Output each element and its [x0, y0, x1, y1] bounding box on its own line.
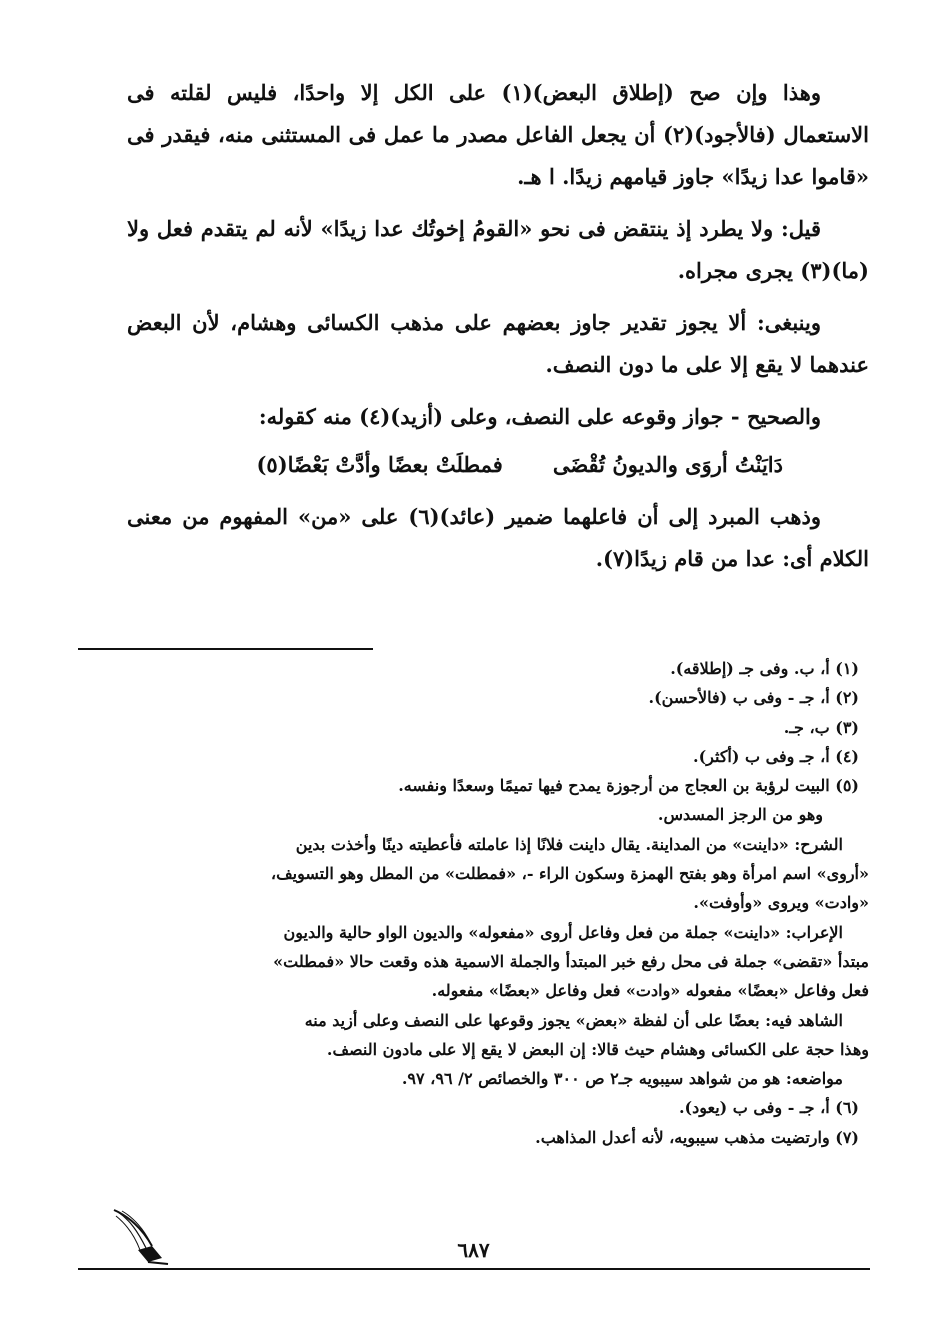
verse-first-hemistich: دَايَنْتُ أروَى والديونُ تُقْضَى — [552, 452, 783, 477]
footnote-5-sources: مواضعه: هو من شواهد سيبويه جـ٢ ص ٣٠٠ والخصائص ٢/ ٩٦، ٩٧. — [401, 1069, 843, 1089]
footnote-5: (٥) البيت لرؤبة بن العجاج من أرجوزة يمدح فيها تميمًا وسعدًا ونفسه. — [398, 776, 859, 796]
poetry-verse — [127, 444, 869, 486]
paragraph-1: وهذا وإن صح (إطلاق البعض)(١) على الكل إلا واحدًا، فليس لقلته فى الاستعمال (فالأجود)(٢) أن يجعل الفاعل مصدر ما عمل فى المستثنى منه، فيقدر فى «قاموا عدا زيدًا» جاوز قيامهم زيدًا. ا هـ. — [127, 80, 869, 189]
verse-second-hemistich: فمطلَتْ بعضًا وأدَّتْ بَعْضًا(٥) — [256, 452, 503, 477]
footnote-3: (٣) ب، جـ. — [783, 717, 859, 737]
paragraph-4: والصحيح - جواز وقوعه على النصف، وعلى (أزيد)(٤) منه كقوله: — [258, 404, 821, 429]
page-number: ٦٨٧ — [457, 1238, 490, 1262]
footnote-separator — [78, 648, 373, 650]
footnote-1: (١) أ، ب. وفى جـ (إطلاقه). — [670, 659, 859, 678]
footnote-4: (٤) أ، جـ وفى ب (أكثر). — [693, 746, 859, 766]
footnotes — [127, 654, 869, 1152]
footnote-5-irab-line-1: الإعراب: «داينت» جملة من فعل وفاعل أروى «مفعوله» والديون الواو حالية والديون — [283, 922, 843, 942]
footnote-5-sharh-line-1: الشرح: «داينت» من المداينة. يقال داينت فلانًا إذا عاملته فأعطيته دينًا وأخذت بدين — [295, 834, 843, 854]
footnote-5-sharh-line-3: «وادت» ويروى «وأوفت». — [693, 893, 869, 913]
footnote-5-irab-line-3: فعل وفاعل «بعضًا» مفعوله «وادت» فعل وفاعل «بعضًا» مفعوله. — [431, 981, 869, 1001]
footnote-5-shahid-line-1: الشاهد فيه: بعضًا على أن لفظة «بعض» يجوز وقوعها على النصف وعلى أزيد منه — [304, 1010, 843, 1030]
footnote-5-shahid-line-2: وهذا حجة على الكسائى وهشام حيث قالا: إن البعض لا يقع إلا على مادون النصف. — [326, 1039, 869, 1059]
footnote-2: (٢) أ، جـ - وفى ب (فالأحسن). — [648, 688, 859, 708]
bottom-rule — [78, 1268, 870, 1270]
footnote-5-sharh-line-2: «أروى» اسم امرأة وهو بفتح الهمزة وسكون الراء -، «فمطلت» من المطل وهو التسويف، — [270, 864, 869, 884]
paragraph-3: وينبغى: ألا يجوز تقدير جاوز بعضهم على مذهب الكسائى وهشام، لأن البعض عندهما لا يقع إلا على ما دون النصف. — [127, 310, 869, 377]
paragraph-5: وذهب المبرد إلى أن فاعلهما ضمير (عائد)(٦) على «من» المفهوم من معنى الكلام أى: عدا من قام زيدًا(٧). — [127, 504, 869, 571]
footnote-7: (٧) وارتضيت مذهب سيبويه، لأنه أعدل المذاهب. — [535, 1127, 859, 1147]
footnote-5-meter: وهو من الرجز المسدس. — [657, 805, 823, 825]
main-text — [127, 72, 869, 590]
paragraph-2: قيل: ولا يطرد إذ ينتقض فى نحو «القومُ إخوتُك عدا زيدًا» لأنه لم يتقدم فعل ولا (ما)(٣) يجرى مجراه. — [127, 216, 869, 283]
footnote-6: (٦) أ، جـ - وفى ب (يعود). — [678, 1098, 859, 1118]
footnote-5-irab-line-2: مبتدأ «تقضى» جملة فى محل رفع خبر المبتدأ والجملة الاسمية هذه وقعت حالا «فمطلت» — [273, 951, 869, 971]
